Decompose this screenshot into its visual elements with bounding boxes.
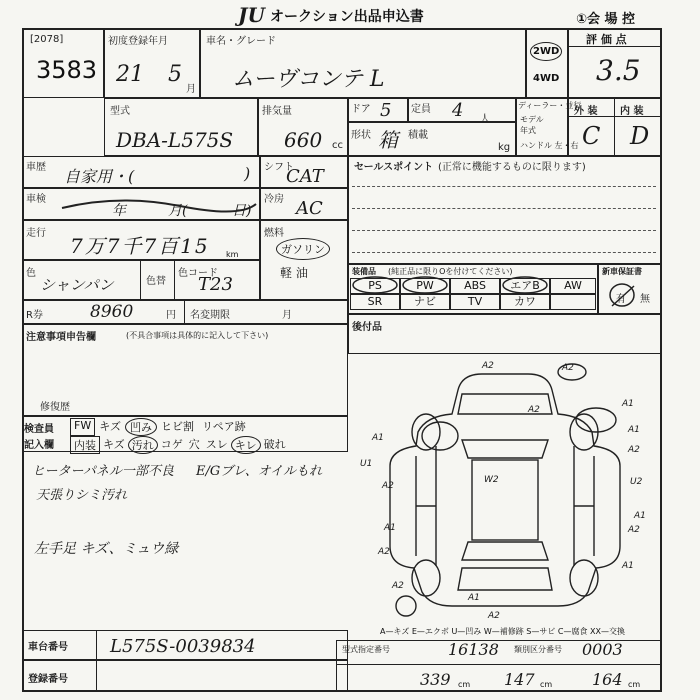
capacity-unit: 人 [480, 114, 490, 125]
recycle-value: 8960 [90, 302, 134, 322]
shift-value: CAT [286, 166, 324, 187]
car-damage-diagram [352, 356, 658, 624]
equip-leather: カワ [500, 294, 550, 310]
equipment-circles [350, 276, 550, 312]
color-change-label: 色替 [146, 276, 166, 287]
repair-label: 修復歴 [40, 402, 70, 413]
chassis-value: L575S-0039834 [110, 636, 256, 657]
handwritten-note-4: 左手足 キズ、ミュウ緑 [34, 541, 179, 557]
damage-mark: A1 [634, 511, 646, 521]
equip-blank [550, 294, 596, 310]
model-spec-value: 16138 [448, 640, 499, 659]
capacity-label: 定員 [411, 104, 431, 115]
notes-sub: (不具合事項は具体的に記入して下さい) [126, 331, 269, 340]
color-value: シャンパン [40, 276, 114, 294]
damage-mark: A2 [382, 481, 394, 491]
fuel-gas: ガソリン [276, 238, 330, 260]
registration-box [22, 660, 348, 692]
interior-grade: D [630, 122, 650, 150]
displacement-label: 排気量 [262, 106, 292, 117]
height-value: 164 [592, 670, 623, 689]
doors-label: ドア [351, 104, 371, 115]
tool-int-cut: キレ [231, 436, 261, 454]
aircon-label: 冷房 [264, 194, 284, 205]
category-label: 車歴 [26, 162, 46, 173]
shape-value: 箱 [378, 128, 398, 152]
first-reg-label: 初度登録年月 [108, 36, 168, 47]
color-code-label: 色コード [178, 268, 218, 279]
model-value: DBA-L575S [116, 128, 234, 152]
damage-mark: U1 [360, 459, 373, 469]
category-value: 自家用・( [64, 167, 135, 186]
registration-label: 登録番号 [28, 674, 68, 685]
first-reg-year: 21 [116, 62, 144, 87]
inspection-day: 日) [232, 203, 252, 219]
displacement-unit: cc [332, 140, 343, 151]
aircon-value: AC [296, 198, 323, 219]
damage-mark: A1 [372, 433, 384, 443]
transfer-unit: 月 [282, 310, 292, 321]
rating-label: 評 価 点 [586, 33, 627, 46]
fuel-label: 燃料 [264, 228, 284, 239]
mileage-value: 7万7千7百15 [70, 234, 210, 258]
load-unit: kg [498, 142, 511, 153]
drive-2wd: 2WD [530, 42, 562, 61]
equip-airbag: エアB [500, 278, 550, 294]
notes-label: 注意事項申告欄 [26, 332, 96, 343]
car-name-label: 車名・グレード [206, 36, 276, 47]
drive-box [526, 28, 568, 98]
damage-mark: U2 [630, 477, 643, 487]
aftermarket-label: 後付品 [352, 322, 382, 333]
exterior-grade: C [582, 122, 601, 150]
warranty-none: 無 [640, 294, 650, 305]
shape-box [348, 122, 516, 156]
recycle-unit: 円 [166, 310, 176, 321]
tools-row1 [70, 418, 250, 436]
inspection-strike [60, 196, 260, 216]
exterior-label: 外 装 [574, 106, 598, 117]
damage-mark: W2 [484, 475, 499, 485]
form-title: オークション出品申込書 [270, 9, 424, 25]
venue-copy-label: ①会 場 控 [576, 12, 636, 27]
category-box [22, 156, 260, 188]
first-reg-month-unit: 月 [186, 84, 196, 95]
recycle-label: R券 [26, 310, 43, 321]
equip-ps: PS [350, 278, 400, 294]
tool-int-dirt: 汚れ [128, 436, 158, 454]
transfer-label: 名変期限 [190, 310, 230, 321]
damage-mark: A1 [384, 523, 396, 533]
mileage-unit: km [226, 250, 239, 259]
capacity-value: 4 [452, 100, 464, 121]
equip-pw: PW [400, 278, 450, 294]
damage-mark: A2 [392, 581, 404, 591]
tool-crack: ヒビ割 [161, 420, 194, 433]
tools-row2 [70, 436, 289, 454]
equip-aw: AW [550, 278, 596, 294]
handwritten-note-1: ヒーターパネル一部不良 [32, 464, 174, 479]
shape-label: 形状 [351, 130, 371, 141]
warranty-circle [604, 280, 644, 310]
aftermarket-box [348, 314, 662, 354]
handwritten-note-2: 天張りシミ汚れ [36, 488, 128, 503]
equip-tv: TV [450, 294, 500, 310]
category-close: ) [244, 164, 251, 183]
warranty-label: 新車保証書 [602, 267, 642, 276]
length-unit: cm [458, 680, 471, 689]
tool-int-hole: 穴 [188, 438, 200, 451]
doors-value: 5 [380, 100, 392, 121]
handwritten-note-3: E/Gブレ、オイルもれ [196, 464, 323, 479]
first-reg-month: 5 [168, 62, 182, 87]
inspection-label: 車検 [26, 194, 46, 205]
inspection-month: 月( [168, 203, 188, 219]
drive-4wd: 4WD [533, 73, 560, 84]
model-spec-label: 型式指定番号 [342, 645, 390, 654]
brand-logo: JU [238, 3, 265, 27]
width-unit: cm [540, 680, 553, 689]
damage-legend: A—キズ E—エクボ U—凹み W—補修跡 S—サビ C—腐食 XX—交換 [380, 627, 626, 636]
chassis-label: 車台番号 [28, 642, 68, 653]
damage-mark: A2 [378, 547, 390, 557]
equip-navi: ナビ [400, 294, 450, 310]
tool-dent: 凹み [125, 418, 157, 436]
damage-mark: A1 [622, 561, 634, 571]
height-unit: cm [628, 680, 641, 689]
category-spec-label: 類別区分番号 [514, 645, 562, 654]
damage-mark: A2 [628, 445, 640, 455]
mileage-label: 走行 [26, 228, 46, 239]
sales-point-label: セールスポイント [354, 162, 434, 173]
category-spec-value: 0003 [582, 640, 623, 659]
displacement-value: 660 [284, 128, 323, 152]
tool-repair: リペア跡 [202, 420, 246, 433]
damage-mark: A1 [628, 425, 640, 435]
damage-mark: A2 [562, 363, 574, 373]
fuel-diesel: 軽 油 [280, 266, 308, 280]
warranty-have: 有 [616, 294, 626, 305]
damage-mark: A2 [528, 405, 540, 415]
damage-mark: A1 [468, 593, 480, 603]
tool-fw: FW [70, 418, 95, 436]
lot-code: [2078] [30, 34, 64, 45]
length-value: 339 [420, 670, 451, 689]
color-label: 色 [26, 268, 36, 279]
inspection-year-unit: 年 [112, 203, 126, 219]
equipment-sub: (純正品に限りOを付けてください) [388, 267, 513, 276]
interior-label: 内 装 [620, 106, 644, 117]
handle-label: ハンドル 左・右 [520, 141, 579, 150]
model-label: 型式 [110, 106, 130, 117]
shift-label: シフト [264, 162, 294, 173]
tool-int-burn: コゲ [160, 438, 183, 451]
equipment-label: 装備品 [352, 267, 376, 276]
load-label: 積載 [408, 130, 428, 141]
tools-label: 検査員 [24, 424, 54, 435]
tool-int-tear: 破れ [263, 438, 286, 451]
recycle-box [22, 300, 348, 324]
tool-interior: 内装 [70, 436, 100, 454]
damage-mark: A2 [482, 361, 494, 371]
equip-sr: SR [350, 294, 400, 310]
tool-int-scratch: キズ [103, 438, 125, 451]
rating-value: 3.5 [596, 54, 641, 87]
tool-int-wear: スレ [205, 438, 228, 451]
sales-point-sub: (正常に機能するものに限ります) [438, 162, 586, 173]
model-year-label: モデル年式 [520, 115, 544, 135]
tools-label2: 記入欄 [24, 440, 54, 451]
car-name-value: ムーヴコンテ L [232, 67, 385, 92]
damage-mark: A2 [628, 525, 640, 535]
dealer-label: ディーラー・並行 [518, 101, 582, 110]
lot-number: 3583 [36, 56, 98, 84]
equip-abs: ABS [450, 278, 500, 294]
width-value: 147 [504, 670, 535, 689]
color-code-value: T23 [198, 274, 233, 295]
damage-mark: A2 [488, 611, 500, 621]
tool-scratch: キズ [99, 420, 121, 433]
damage-mark: A1 [622, 399, 634, 409]
